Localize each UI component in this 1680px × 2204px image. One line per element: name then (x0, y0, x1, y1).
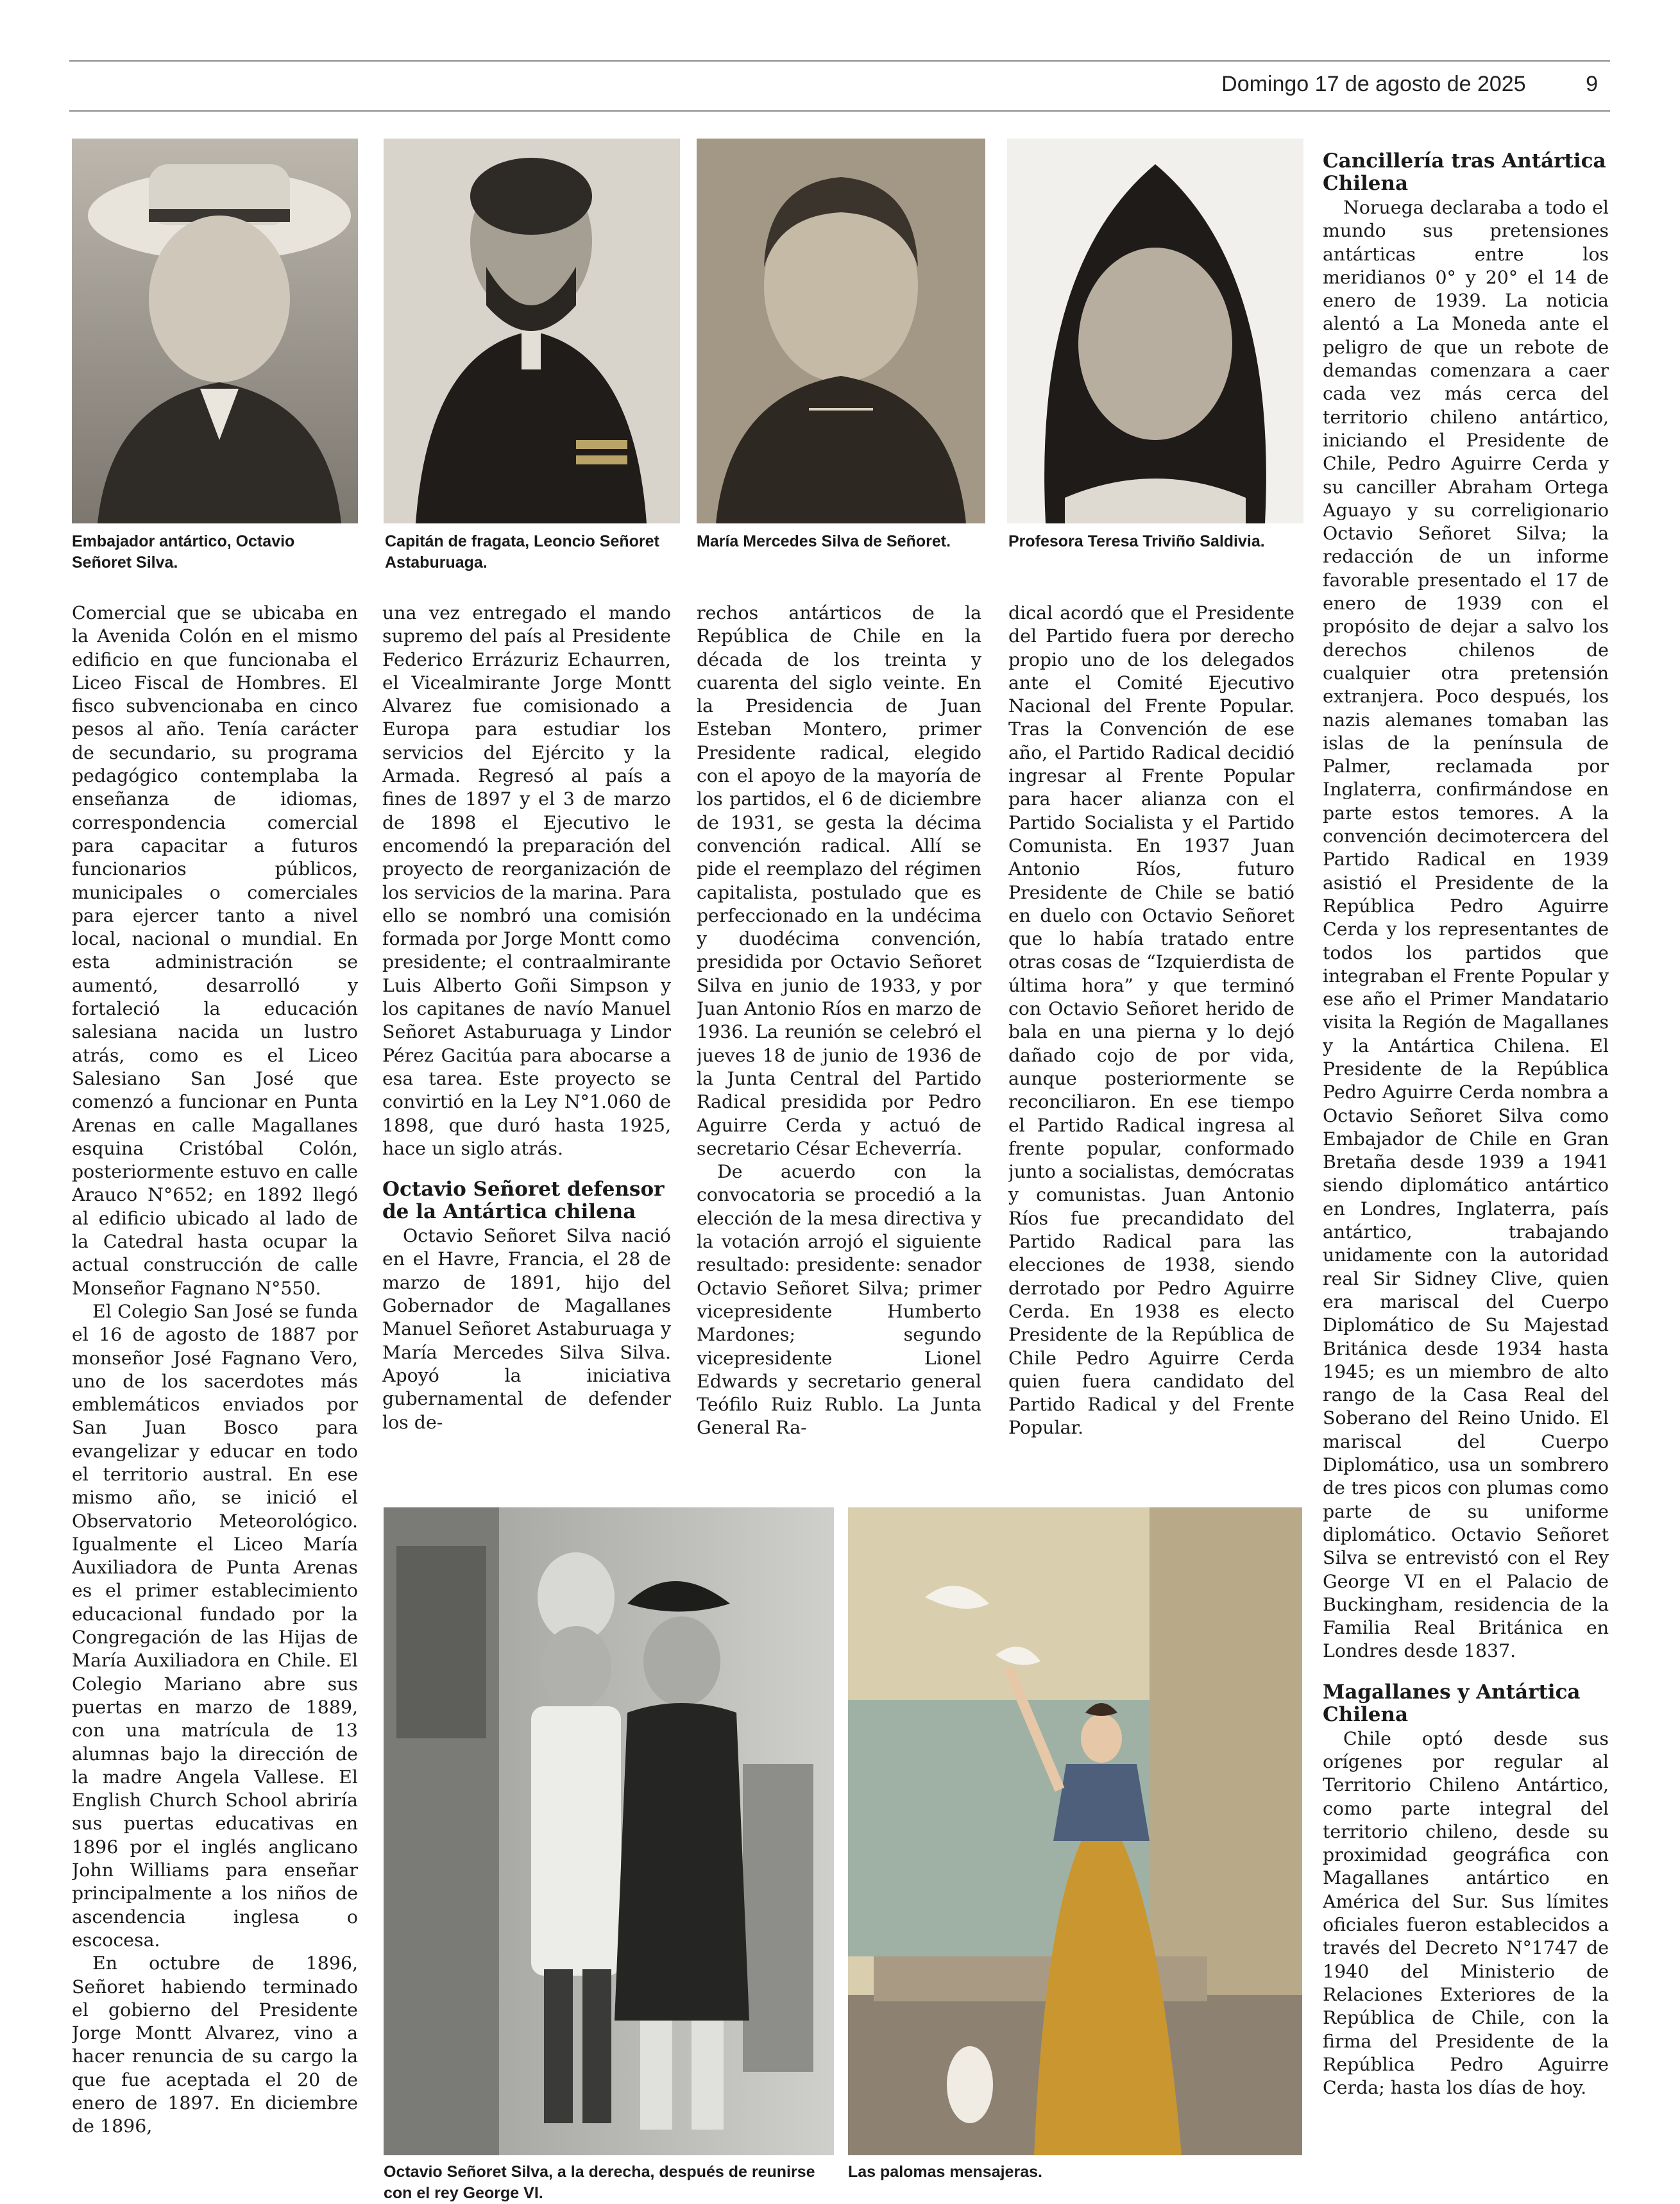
article-column-5 (1323, 150, 1609, 2171)
paragraph: dical acordó que el Presidente del Partido fuera por derecho propio uno de los delegados ante el Comité Ejecutivo Nacional del Frente Popular. Tras la Convención de ese año, el Partido Radical decidió ingresar al Frente Popular para hacer alianza con el Partido Socialista y el Partido Comunista. En 1937 Juan Antonio Ríos, futuro Presidente de Chile se batió en duelo con Octavio Señoret que lo había tratado entre otras cosas de “Izquierdista de última hora” y que terminó con Octavio Señoret herido de bala en una pierna y lo dejó dañado cojo de por vida, aunque posteriormente se reconciliaron. En ese tiempo el Partido Radical ingresa al frente popular, conformado junto a socialistas, demócratas y comunistas. Juan Antonio Ríos fue precandidato del Partido Radical para las elecciones de 1938, siendo derrotado por Pedro Aguirre Cerda. En 1938 es electo Presidente de la República de Chile Pedro Aguirre Cerda quien fuera candidato del Partido Radical y del Frente Popular. (1008, 602, 1294, 1439)
article-column-4 (1008, 602, 1294, 1506)
section-heading: Magallanes y Antártica Chilena (1323, 1680, 1581, 1726)
photo-caption: Profesora Teresa Triviño Saldivia. (1008, 532, 1265, 550)
paragraph: Octavio Señoret Silva nació en el Havre, Francia, el 28 de marzo de 1891, hijo del Gobernador de Magallanes Manuel Señoret Astaburuaga y María Mercedes Silva Silva. Apoyó la iniciativa gubernamental de defender los de- (382, 1225, 671, 1433)
paragraph: Comercial que se ubicaba en la Avenida Colón en el mismo edificio en que funcionaba el Liceo Fiscal de Hombres. El fisco subvencionaba en cinco pesos al año. Tenía carácter de secundario, su programa pedagógico contemplaba la enseñanza de idiomas, correspondencia comercial para capacitar a futuros funcionarios públicos, municipales o comerciales para ejercer tanto a nivel local, nacional o mundial. En esta administración se aumentó, desarrolló y fortaleció la educación salesiana nacida un lustro atrás, como es el Liceo Salesiano San José que comenzó a funcionar en Punta Arenas en calle Magallanes esquina Cristóbal Colón, posteriormente estuvo en calle Arauco N°652; en 1892 llegó al edificio ubicado al lado de la Catedral hasta ocupar la actual construcción de calle Monseñor Fagnano N°550. (72, 602, 358, 1299)
photo-caption: Capitán de fragata, Leoncio Señoret Astaburuaga. (385, 532, 659, 572)
photo-octavio-senoret (72, 139, 358, 523)
paragraph: Chile optó desde sus orígenes por regular al Territorio Chileno Antártico, como parte integral del territorio chileno, desde su proximidad geográfica con Magallanes antártico en América del Sur. Sus límites oficiales fueron establecidos a través del Decreto N°1747 de 1940 del Ministerio de Relaciones Exteriores de la República de Chile, con la firma del Presidente de la República Pedro Aguirre Cerda; hasta los días de hoy. (1323, 1727, 1609, 2099)
paragraph: una vez entregado el mando supremo del país al Presidente Federico Errázuriz Echaurren, el Vicealmirante Jorge Montt Alvarez fue comisionado a Europa para estudiar los servicios del Ejército y la Armada. Regresó al país a fines de 1897 y el 3 de marzo de 1898 el Ejecutivo le encomendó la preparación del proyecto de reorganización de los servicios de la marina. Para ello se nombró una comisión formada por Jorge Montt como presidente; el contraalmirante Luis Alberto Goñi Simpson y los capitanes de navío Manuel Señoret Astaburuaga y Lindor Pérez Gacitúa para abocarse a esa tarea. Este proyecto se convirtió en la Ley N°1.060 de 1898, que duró hasta 1925, hace un siglo atrás. (382, 602, 671, 1159)
article-column-3 (697, 602, 981, 1506)
article-column-2 (382, 602, 671, 1506)
photo-teresa-trivino (1007, 139, 1303, 523)
issue-date: Domingo 17 de agosto de 2025 (1221, 72, 1526, 96)
photo-leoncio-senoret (384, 139, 680, 523)
article-column-1 (72, 602, 358, 2164)
paragraph: Noruega declaraba a todo el mundo sus pretensiones antárticas entre los meridianos 0° y 20° el 14 de enero de 1939. La noticia alentó a La Moneda ante el peligro de que un rebote de demandas comenzara a caer cada vez más cerca del territorio chileno antártico, iniciando el Presidente de Chile, Pedro Aguirre Cerda y su canciller Abraham Ortega Aguayo y su correligionario Octavio Señoret Silva; la redacción de un informe favorable presentado el 17 de enero de 1939 con el propósito de dejar a salvo los derechos chilenos de cualquier otra pretensión extranjera. Poco después, los nazis alemanes tomaban las islas de la península de Palmer, reclamada por Inglaterra, confirmándose en parte estos temores. A la convención decimotercera del Partido Radical en 1939 asistió el Presidente de la República Pedro Aguirre Cerda y los representantes de todos los partidos que integraban el Frente Popular y ese año el Primer Mandatario visita la Región de Magallanes y la Antártica Chilena. El Presidente de la República Pedro Aguirre Cerda nombra a Octavio Señoret Silva como Embajador de Chile en Gran Bretaña desde 1939 a 1941 siendo diplomático antártico en Londres, Inglaterra, país antártico, trabajando unidamente con la autoridad real Sir Sidney Clive, quien era mariscal del Cuerpo Diplomático de Su Majestad Británica desde 1934 hasta 1945; es un miembro de alto rango de la Casa Real del Soberano del Reino Unido. El mariscal del Cuerpo Diplomático, usa un sombrero de tres picos con plumas como parte de su uniforme diplomático. Octavio Señoret Silva se entrevistó con el Rey George VI en el Palacio de Buckingham, residencia de la Familia Real Británica en Londres desde 1837. (1323, 197, 1609, 1662)
photo-senoret-with-king-george (384, 1507, 834, 2155)
photo-maria-mercedes-silva (697, 139, 985, 523)
page-number: 9 (1586, 72, 1598, 96)
page-header (1221, 72, 1598, 97)
section-heading: Cancillería tras Antártica Chilena (1323, 150, 1606, 195)
top-rule (69, 60, 1610, 62)
paragraph: De acuerdo con la convocatoria se procedió a la elección de la mesa directiva y la votación arrojó el siguiente resultado: presidente: senador Octavio Señoret Silva; primer vicepresidente Humberto Mardones; segundo vicepresidente Lionel Edwards y secretario general Teófilo Ruiz Rublo. La Junta General Ra- (697, 1161, 981, 1439)
photo-caption: María Mercedes Silva de Señoret. (697, 532, 951, 550)
photo-caption: Embajador antártico, Octavio Señoret Silva. (72, 532, 295, 572)
paragraph: En octubre de 1896, Señoret habiendo terminado el gobierno del Presidente Jorge Montt Alvarez, vino a hacer renuncia de su cargo la que fue aceptada el 20 de enero de 1897. En diciembre de 1896, (72, 1953, 358, 2137)
paragraph: El Colegio San José se funda el 16 de agosto de 1887 por monseñor José Fagnano Vero, uno de los sacerdotes más emblemáticos enviados por San Juan Bosco para evangelizar y educar en todo el territorio austral. En ese mismo año, se inició el Observatorio Meteorológico. Igualmente el Liceo María Auxiliadora de Punta Arenas es el primer establecimiento educacional fundado por la Congregación de las Hijas de María Auxiliadora en Chile. El Colegio Mariano abre sus puertas en marzo de 1889, con una matrícula de 13 alumnas bajo la dirección de la madre Angela Vallese. El English Church School abriría sus puertas educativas en 1896 por el inglés anglicano John Williams para enseñar principalmente a los niños de ascendencia inglesa o escocesa. (72, 1300, 358, 1951)
photo-palomas-mensajeras (848, 1507, 1302, 2155)
paragraph: rechos antárticos de la República de Chile en la década de los treinta y cuarenta del siglo veinte. En la Presidencia de Juan Esteban Montero, primer Presidente radical, elegido con el apoyo de la mayoría de los partidos, el 6 de diciembre de 1931, se gesta la décima convención radical. Allí se pide el reemplazo del régimen capitalista, postulado que es perfeccionado en la undécima y duodécima convención, presidida por Octavio Señoret Silva en junio de 1933, y por Juan Antonio Ríos en marzo de 1936. La reunión se celebró el jueves 18 de junio de 1936 de la Junta Central del Partido Radical presidida por Pedro Aguirre Cerda y actuó de secretario César Echeverría. (697, 602, 981, 1159)
section-heading: Octavio Señoret defensor de la Antártica chilena (382, 1178, 665, 1224)
photo-caption: Las palomas mensajeras. (848, 2163, 1042, 2181)
photo-caption: Octavio Señoret Silva, a la derecha, después de reunirse con el rey George VI. (384, 2163, 815, 2202)
header-rule (69, 110, 1610, 112)
